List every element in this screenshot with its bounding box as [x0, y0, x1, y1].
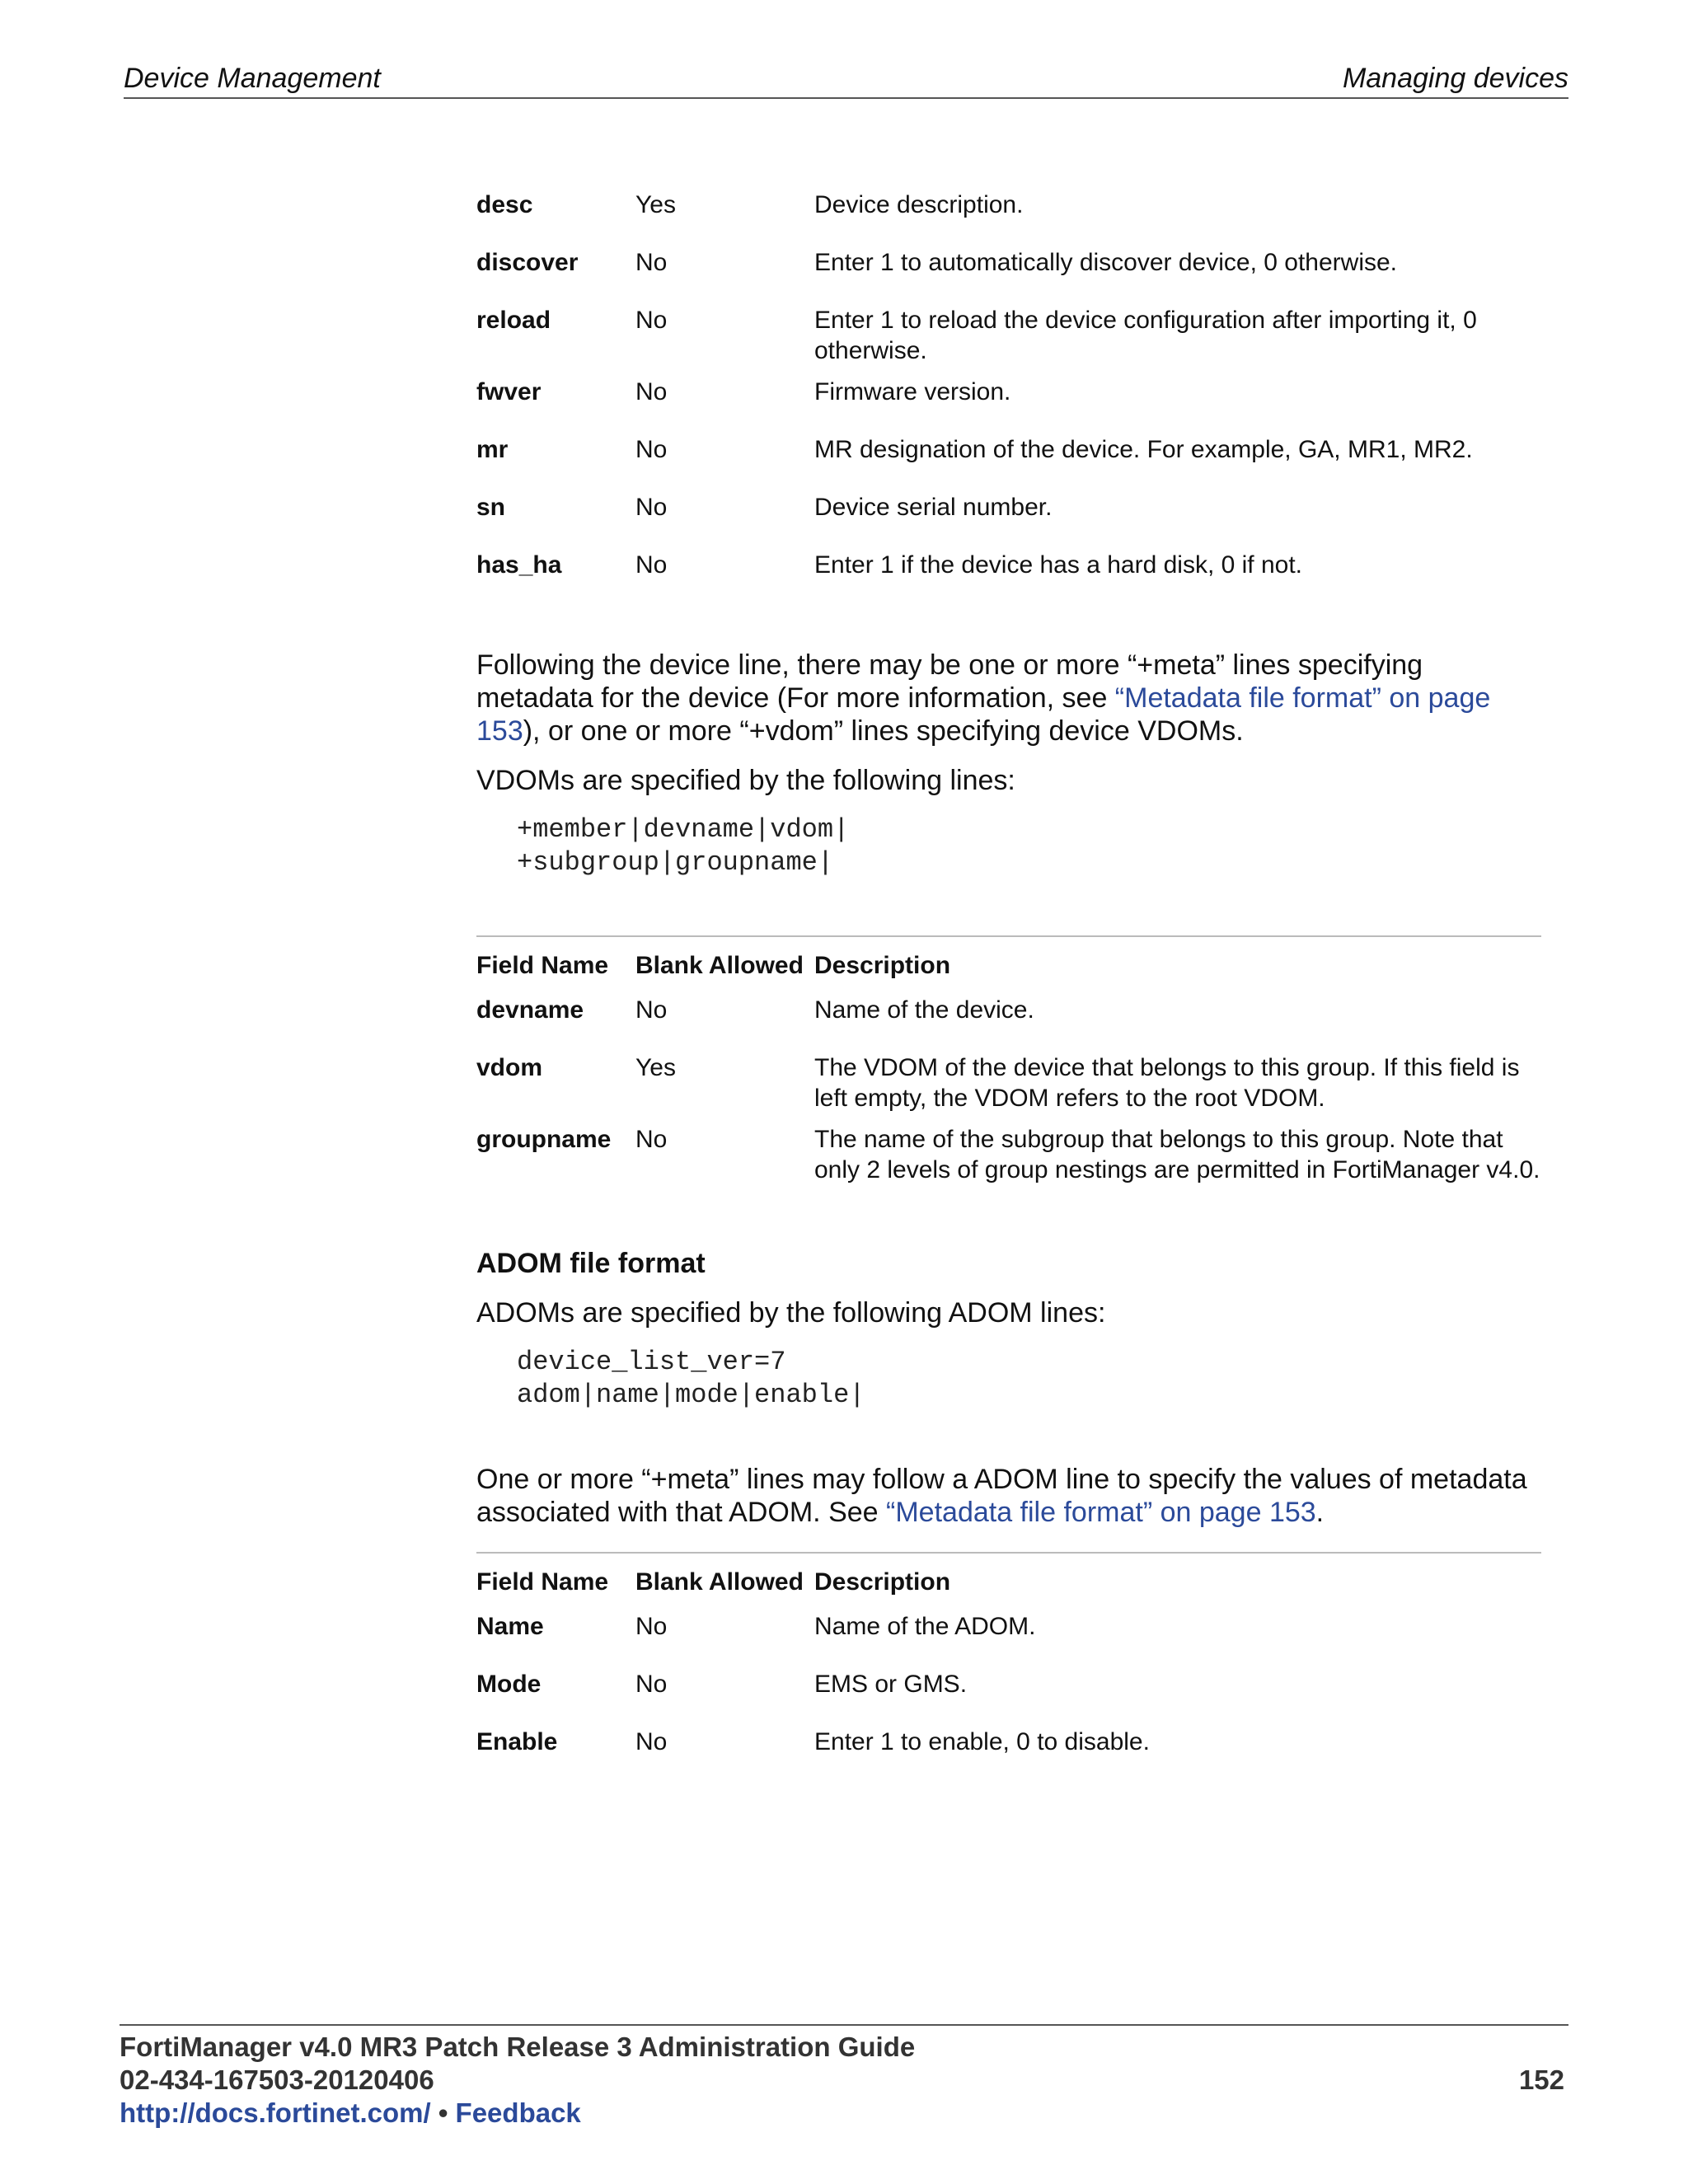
blank-allowed: No: [635, 1613, 668, 1640]
field-description: The name of the subgroup that belongs to this group. Note that only 2 levels of group nestings are permitted in FortiManager v4.0.: [814, 1126, 1540, 1183]
field-description: Enter 1 to automatically discover device, 0 otherwise.: [814, 249, 1398, 276]
paragraph-device-line: [476, 649, 1541, 748]
field-name: Enable: [476, 1728, 558, 1755]
footer-guide-title: FortiManager v4.0 MR3 Patch Release 3 Administration Guide: [120, 2032, 916, 2062]
blank-allowed: No: [635, 249, 668, 276]
blank-allowed: No: [635, 494, 668, 521]
table-row: [476, 377, 1541, 434]
table-row: [476, 1124, 1541, 1216]
footer-doc-id: 02-434-167503-20120406: [120, 2064, 434, 2095]
table-row: [476, 1669, 1541, 1727]
paragraph-text: One or more “+meta” lines may follow a ADOM line to specify the values of metadata associated with that ADOM. See: [476, 1464, 1527, 1528]
blank-allowed: No: [635, 551, 668, 579]
field-description: MR designation of the device. For example, GA, MR1, MR2.: [814, 436, 1473, 463]
paragraph-text: ), or one or more “+vdom” lines specifying device VDOMs.: [523, 715, 1244, 747]
column-header: Field Name: [476, 952, 609, 979]
field-name: mr: [476, 436, 509, 463]
column-header: Blank Allowed: [635, 1568, 804, 1596]
table-header-row: [476, 1552, 1541, 1611]
field-description: Device description.: [814, 191, 1024, 218]
header-chapter-title: Managing devices: [1342, 63, 1568, 94]
paragraph-vdoms: VDOMs are specified by the following lines:: [476, 765, 1015, 796]
feedback-link[interactable]: Feedback: [455, 2097, 581, 2128]
code-line: adom|name|mode|enable|: [517, 1380, 865, 1410]
field-description: Firmware version.: [814, 378, 1011, 405]
vdom-fields-table: [476, 935, 1541, 1216]
field-description: EMS or GMS.: [814, 1671, 968, 1698]
table-row: [476, 1052, 1541, 1124]
field-name: desc: [476, 191, 533, 218]
blank-allowed: No: [635, 996, 668, 1024]
field-name: fwver: [476, 378, 542, 405]
paragraph-adom-meta: [476, 1463, 1541, 1529]
field-description: Enter 1 if the device has a hard disk, 0 if not.: [814, 551, 1303, 579]
main-content: [476, 190, 1541, 1760]
column-header: Description: [814, 952, 951, 979]
table-row: [476, 492, 1541, 550]
field-name: devname: [476, 996, 584, 1024]
field-description: Name of the device.: [814, 996, 1034, 1024]
blank-allowed: No: [635, 1126, 668, 1153]
code-line: device_list_ver=7: [517, 1347, 786, 1377]
code-block-adom: [476, 1346, 1541, 1412]
blank-allowed: No: [635, 1728, 668, 1755]
field-name: discover: [476, 249, 579, 276]
page-number: 152: [1518, 2064, 1564, 2095]
field-description: Name of the ADOM.: [814, 1613, 1036, 1640]
footer-separator: •: [430, 2097, 456, 2128]
code-line: +member|devname|vdom|: [517, 814, 850, 845]
blank-allowed: No: [635, 436, 668, 463]
blank-allowed: No: [635, 307, 668, 334]
table-header-row: [476, 935, 1541, 995]
field-name: reload: [476, 307, 551, 334]
adom-fields-table: [476, 1552, 1541, 1760]
table-row: [476, 550, 1541, 583]
field-description: Enter 1 to enable, 0 to disable.: [814, 1728, 1150, 1755]
paragraph-text: Following the device line, there may be one or more “+meta” lines specifying metadata for the device (For more information, see: [476, 649, 1423, 714]
section-heading-adom: ADOM file format: [476, 1248, 706, 1279]
column-header: Description: [814, 1568, 951, 1596]
table-row: [476, 305, 1541, 377]
field-name: sn: [476, 494, 506, 521]
blank-allowed: No: [635, 1671, 668, 1698]
field-name: Name: [476, 1613, 544, 1640]
footer-links: [120, 2097, 1568, 2130]
page-footer: [120, 2024, 1568, 2130]
code-line: +subgroup|groupname|: [517, 847, 834, 878]
column-header: Blank Allowed: [635, 952, 804, 979]
blank-allowed: No: [635, 378, 668, 405]
metadata-link[interactable]: “Metadata file format” on page 153: [476, 682, 1491, 747]
field-description: The VDOM of the device that belongs to this group. If this field is left empty, the VDOM refers to the root VDOM.: [814, 1054, 1520, 1112]
table-row: [476, 190, 1541, 247]
table-row: [476, 1611, 1541, 1669]
page-header: [124, 63, 1568, 99]
header-section-title: Device Management: [124, 63, 381, 94]
field-name: groupname: [476, 1126, 612, 1153]
field-description: Enter 1 to reload the device configuration after importing it, 0 otherwise.: [814, 307, 1477, 364]
paragraph-adoms: ADOMs are specified by the following ADOM lines:: [476, 1297, 1106, 1329]
field-name: has_ha: [476, 551, 562, 579]
field-name: vdom: [476, 1054, 543, 1081]
column-header: Field Name: [476, 1568, 609, 1596]
paragraph-text: .: [1315, 1497, 1325, 1528]
code-block-vdom: [476, 813, 1541, 879]
field-name: Mode: [476, 1671, 542, 1698]
table-row: [476, 995, 1541, 1052]
device-fields-table: [476, 190, 1541, 583]
metadata-link[interactable]: “Metadata file format” on page 153: [886, 1497, 1316, 1528]
blank-allowed: Yes: [635, 1054, 676, 1081]
field-description: Device serial number.: [814, 494, 1053, 521]
docs-url-link[interactable]: http://docs.fortinet.com/: [120, 2097, 431, 2128]
blank-allowed: Yes: [635, 191, 676, 218]
table-row: [476, 434, 1541, 492]
table-row: [476, 247, 1541, 305]
table-row: [476, 1727, 1541, 1760]
